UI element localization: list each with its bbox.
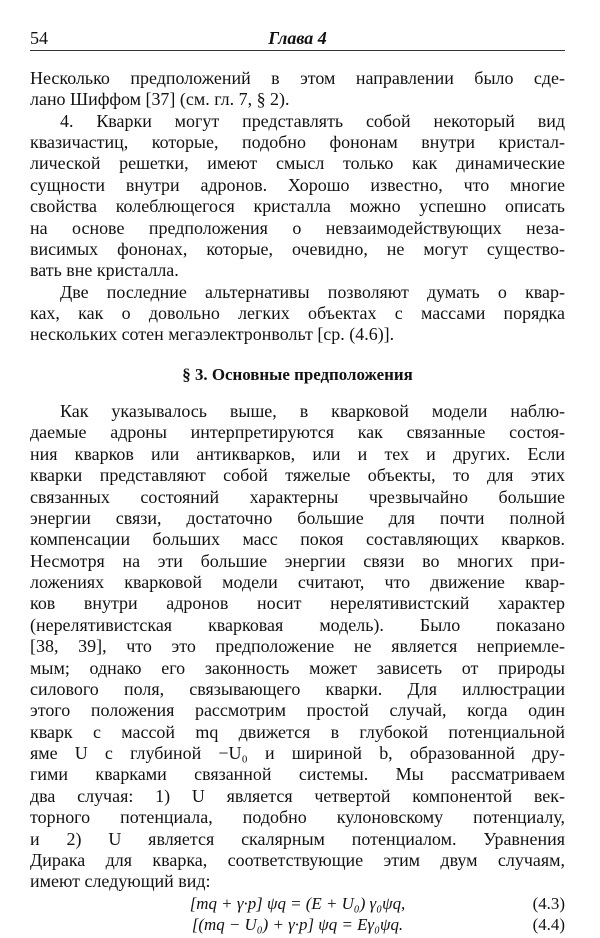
text-line: лической решетки, имеют смысл только как динамические bbox=[30, 153, 565, 174]
text-line: Как указывалось выше, в кварковой модели наблю- bbox=[60, 401, 565, 422]
text-line: торного потенциала, подобно кулоновскому потенциалу, bbox=[30, 807, 565, 828]
text-line: яме U с глубиной −U₀ и шириной b, образованной дру- bbox=[30, 743, 565, 764]
text-line: ложениях кварковой модели считают, что движение квар- bbox=[30, 572, 565, 593]
text-line: мым; однако его законность может зависеть от природы bbox=[30, 657, 565, 678]
text-line: квазичастиц, которые, подобно фононам внутри кристал- bbox=[30, 132, 565, 153]
running-head: Глава 4 bbox=[268, 28, 327, 48]
page-header bbox=[30, 26, 565, 51]
text-line: этого положения рассмотрим простой случай, когда один bbox=[30, 700, 565, 721]
text-line: (нерелятивистская кварковая модель). Было показано bbox=[30, 614, 565, 635]
text-line: энергии связи, достаточно большие для почти полной bbox=[30, 507, 565, 528]
text-line: вать вне кристалла. bbox=[30, 260, 179, 281]
text-line: ния кварков или антикварков, или и тех и других. Если bbox=[30, 443, 565, 464]
section-heading: § 3. Основные предположения bbox=[182, 364, 413, 384]
text-line: кварк с массой mq движется в глубокой потенциальной bbox=[30, 721, 565, 742]
text-line: и 2) U является скалярным потенциалом. Уравнения bbox=[30, 828, 565, 849]
text-line: Несколько предположений в этом направлении было сде- bbox=[30, 68, 565, 88]
text-line: компенсации больших масс покоя составляющих кварков. bbox=[30, 529, 565, 550]
text-line: даемые адроны интерпретируются как связанные состоя- bbox=[30, 422, 565, 443]
text-line: Несмотря на эти большие энергии связи во многих при- bbox=[30, 550, 565, 571]
text-line: свойства колеблющегося кристалла можно успешно описать bbox=[30, 196, 565, 217]
text-line: гими кварками связанной системы. Мы рассматриваем bbox=[30, 764, 565, 785]
text-line: ков внутри адронов носит нерелятивистский характер bbox=[30, 593, 565, 614]
equation-body: [mq + γ·p] ψq = (E + U₀) γ₀ψq, bbox=[189, 893, 406, 913]
equation-body: [(mq − U₀) + γ·p] ψq = Eγ₀ψq. bbox=[191, 915, 404, 934]
text-line: Дирака для кварка, соответствующие этим двум случаям, bbox=[30, 849, 565, 870]
text-line: силового поля, связывающего кварки. Для иллюстрации bbox=[30, 678, 565, 699]
text-line: сущности внутри адронов. Хорошо известно, что многие bbox=[30, 174, 565, 195]
text-line: на основе предположения о невзаимодействующих неза- bbox=[30, 217, 565, 238]
text-line: кварки представляют собой тяжелые объекты, то для этих bbox=[30, 465, 565, 486]
equation-number: (4.3) bbox=[532, 893, 565, 913]
text-line: связанных состояний характерны чрезвычайно большие bbox=[30, 486, 565, 507]
text-line: имеют следующий вид: bbox=[30, 871, 211, 892]
text-line: ках, как о довольно легких объектах с массами порядка bbox=[30, 303, 565, 324]
text-line: висимых фононах, которые, очевидно, не могут существо- bbox=[30, 238, 565, 259]
text-line: 4. Кварки могут представлять собой некоторый вид bbox=[60, 110, 565, 131]
page-number: 54 bbox=[30, 28, 48, 48]
text-line: Две последние альтернативы позволяют думать о квар- bbox=[60, 281, 565, 302]
text-line: нескольких сотен мегаэлектронвольт [ср. (4.6)]. bbox=[30, 324, 395, 345]
equation-number: (4.4) bbox=[532, 915, 565, 934]
text-line: два случая: 1) U является четвертой компонентой век- bbox=[30, 785, 565, 806]
text-line: [38, 39], что это предположение не является неприемле- bbox=[30, 636, 565, 657]
equation-4-4 bbox=[30, 914, 565, 938]
text-line: лано Шиффом [37] (см. гл. 7, § 2). bbox=[30, 89, 290, 110]
